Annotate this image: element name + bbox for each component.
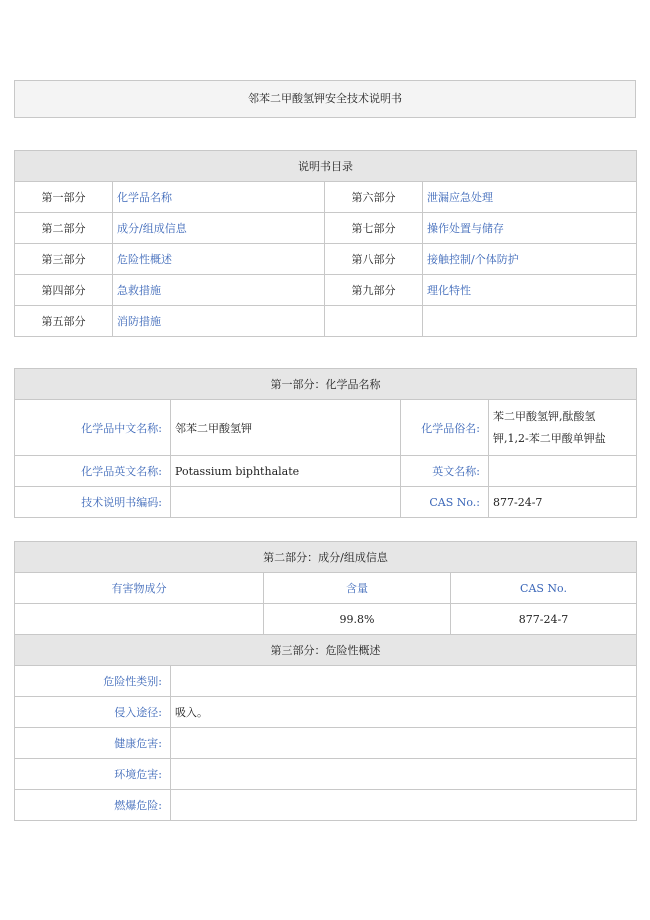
part3-header: 第三部分：危险性概述 [15,635,637,666]
part2-header: 第二部分：成分/组成信息 [15,542,637,573]
toc-link-empty [423,306,637,337]
col-content-header: 含量 [264,573,451,604]
health-hazard-value [171,728,637,759]
en-name-value: Potassium biphthalate [171,456,401,487]
toc-row [15,213,637,244]
toc-link-part4[interactable]: 急救措施 [113,275,325,306]
toc-row [15,306,637,337]
common-name-line2: 钾,1,2-苯二甲酸单钾盐 [493,431,606,445]
toc-part-number: 第一部分 [15,182,113,213]
common-name-value [489,400,637,456]
toc-part-number: 第八部分 [325,244,423,275]
toc-link-part7[interactable]: 操作处置与储存 [423,213,637,244]
hazard-class-value [171,666,637,697]
toc-link-part8[interactable]: 接触控制/个体防护 [423,244,637,275]
toc-part-number: 第五部分 [15,306,113,337]
env-hazard-label: 环境危害: [15,759,171,790]
toc-part-number: 第七部分 [325,213,423,244]
table-row [15,604,637,635]
common-name-line1: 苯二甲酸氢钾,酞酸氢 [493,409,596,423]
toc-part-number: 第三部分 [15,244,113,275]
explosion-hazard-label: 燃爆危险: [15,790,171,821]
health-hazard-label: 健康危害: [15,728,171,759]
env-hazard-value [171,759,637,790]
toc-link-part9[interactable]: 理化特性 [423,275,637,306]
tech-code-label: 技术说明书编码: [15,487,171,518]
cn-name-value: 邻苯二甲酸氢钾 [171,400,401,456]
part2-3-table [14,541,637,821]
entry-route-value: 吸入。 [171,697,637,728]
toc-part-number: 第九部分 [325,275,423,306]
col-hazard-header: 有害物成分 [15,573,264,604]
toc-part-number: 第六部分 [325,182,423,213]
col-cas-header: CAS No. [451,573,637,604]
common-name-label: 化学品俗名: [401,400,489,456]
tech-code-value [171,487,401,518]
part1-header: 第一部分：化学品名称 [15,369,637,400]
toc-header: 说明书目录 [15,151,637,182]
explosion-hazard-value [171,790,637,821]
toc-part-number [325,306,423,337]
cas-value: 877-24-7 [489,487,637,518]
toc-link-part6[interactable]: 泄漏应急处理 [423,182,637,213]
content-value: 99.8% [264,604,451,635]
hazard-value [15,604,264,635]
toc-table [14,150,637,337]
cas-number-value: 877-24-7 [451,604,637,635]
entry-route-label: 侵入途径: [15,697,171,728]
hazard-class-label: 危险性类别: [15,666,171,697]
cas-label: CAS No.: [401,487,489,518]
toc-link-part3[interactable]: 危险性概述 [113,244,325,275]
toc-row [15,182,637,213]
en-name-label: 化学品英文名称: [15,456,171,487]
toc-row [15,244,637,275]
toc-part-number: 第四部分 [15,275,113,306]
toc-row [15,275,637,306]
toc-link-part1[interactable]: 化学品名称 [113,182,325,213]
toc-part-number: 第二部分 [15,213,113,244]
document-title: 邻苯二甲酸氢钾安全技术说明书 [14,80,636,118]
toc-link-part2[interactable]: 成分/组成信息 [113,213,325,244]
en-alias-value [489,456,637,487]
en-alias-label: 英文名称: [401,456,489,487]
toc-link-part5[interactable]: 消防措施 [113,306,325,337]
part1-table [14,368,637,518]
cn-name-label: 化学品中文名称: [15,400,171,456]
